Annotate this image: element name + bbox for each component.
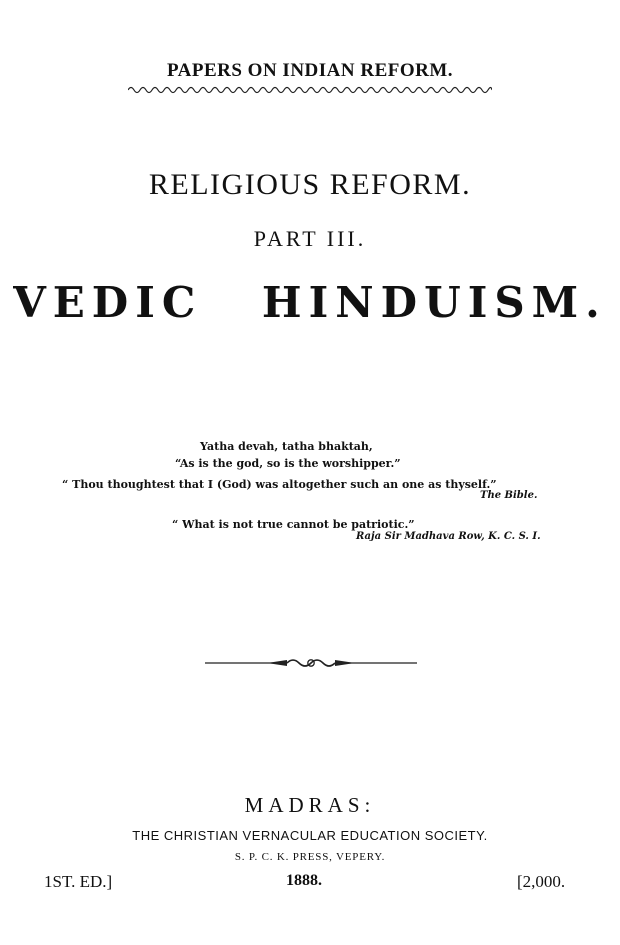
publication-year: 1888. — [286, 872, 322, 889]
epigraph-bible-quote: “ Thou thoughtest that I (God) was altogether such an one as thyself.” — [62, 478, 497, 491]
imprint-society: THE CHRISTIAN VERNACULAR EDUCATION SOCIETY. — [132, 828, 488, 843]
imprint-press: S. P. C. K. PRESS, VEPERY. — [234, 851, 386, 863]
series-title: PAPERS ON INDIAN REFORM. — [166, 60, 454, 81]
epigraph-bible-source: The Bible. — [480, 490, 538, 501]
epigraph-translation: “As is the god, so is the worshipper.” — [175, 457, 401, 470]
part-number: PART III. — [253, 226, 367, 251]
epigraph-patriotic-source: Raja Sir Madhava Row, K. C. S. I. — [356, 531, 541, 542]
subject-title: VEDIC HINDUISM. — [13, 278, 607, 327]
print-run: [2,000. — [517, 872, 566, 891]
epigraph-patriotic-quote: “ What is not true cannot be patriotic.” — [172, 518, 415, 531]
main-title: RELIGIOUS REFORM. — [148, 168, 472, 201]
wavy-rule — [128, 84, 492, 96]
edition-note: 1ST. ED.] — [44, 872, 113, 891]
epigraph-sanskrit: Yatha devah, tatha bhaktah, — [200, 440, 373, 453]
ornament-divider — [205, 655, 417, 671]
imprint-city: MADRAS: — [244, 793, 376, 817]
